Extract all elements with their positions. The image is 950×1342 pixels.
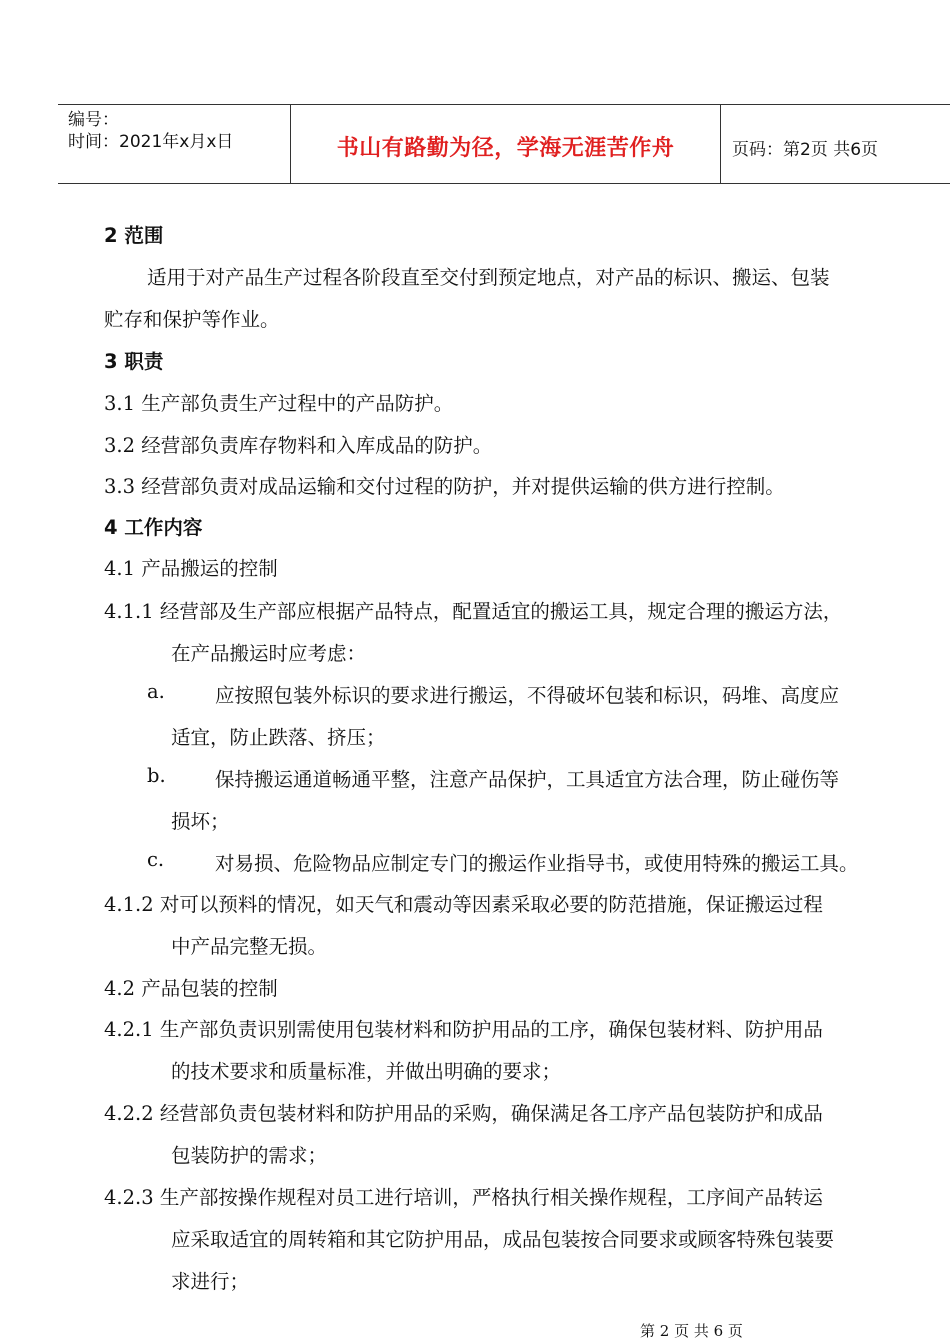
clause-line: 包装防护的需求； (171, 1144, 328, 1167)
section-heading: 3 职责 (104, 350, 164, 373)
list-item-text: 保持搬运通道畅通平整，注意产品保护，工具适宜方法合理，防止碰伤等 (215, 768, 840, 791)
header-page-info: 页码：第2页 共6页 (732, 140, 879, 160)
list-item-label: b. (147, 764, 166, 787)
clause-line: 3.3 经营部负责对成品运输和交付过程的防护，并对提供运输的供方进行控制。 (104, 475, 785, 498)
header-meta (68, 109, 233, 153)
list-item-text: 对易损、危险物品应制定专门的搬运作业指导书，或使用特殊的搬运工具。 (215, 852, 859, 875)
clause-line: 中产品完整无损。 (171, 935, 328, 958)
clause-line: 的技术要求和质量标准，并做出明确的要求； (171, 1060, 562, 1083)
clause-line: 4.2 产品包装的控制 (104, 977, 278, 1000)
paragraph-line: 贮存和保护等作业。 (104, 308, 280, 331)
clause-line: 在产品搬运时应考虑： (171, 642, 367, 665)
clause-line: 3.1 生产部负责生产过程中的产品防护。 (104, 392, 454, 415)
section-heading: 4 工作内容 (104, 516, 203, 539)
header-divider (720, 105, 721, 183)
list-item-label: c. (147, 848, 165, 871)
clause-line: 4.1.2 对可以预料的情况，如天气和震动等因素采取必要的防范措施，保证搬运过程 (104, 893, 823, 916)
clause-line: 4.2.1 生产部负责识别需使用包装材料和防护用品的工序，确保包装材料、防护用品 (104, 1018, 823, 1041)
section-heading: 2 范围 (104, 224, 164, 247)
header-motto: 书山有路勤为径，学海无涯苦作舟 (336, 136, 675, 161)
paragraph-line: 适用于对产品生产过程各阶段直至交付到预定地点，对产品的标识、搬运、包装 (147, 266, 830, 289)
header-number-label: 编号： (68, 110, 119, 130)
clause-line: 4.2.2 经营部负责包装材料和防护用品的采购，确保满足各工序产品包装防护和成品 (104, 1102, 823, 1125)
clause-line: 4.2.3 生产部按操作规程对员工进行培训，严格执行相关操作规程，工序间产品转运 (104, 1186, 823, 1209)
list-item-text: 适宜，防止跌落、挤压； (171, 726, 386, 749)
list-item-label: a. (147, 680, 165, 703)
page-footer: 第 2 页 共 6 页 (640, 1322, 743, 1340)
list-item-text: 损坏； (171, 810, 230, 833)
clause-line: 应采取适宜的周转箱和其它防护用品，成品包装按合同要求或顾客特殊包装要 (171, 1228, 835, 1251)
clause-line: 3.2 经营部负责库存物料和入库成品的防护。 (104, 434, 493, 457)
list-item-text: 应按照包装外标识的要求进行搬运，不得破坏包装和标识，码堆、高度应 (215, 684, 840, 707)
clause-line: 求进行； (171, 1270, 250, 1293)
header-time-label: 时间：2021年x月x日 (68, 132, 234, 152)
clause-line: 4.1 产品搬运的控制 (104, 557, 278, 580)
document-header (58, 104, 950, 184)
clause-line: 4.1.1 经营部及生产部应根据产品特点，配置适宜的搬运工具，规定合理的搬运方法， (104, 600, 843, 623)
